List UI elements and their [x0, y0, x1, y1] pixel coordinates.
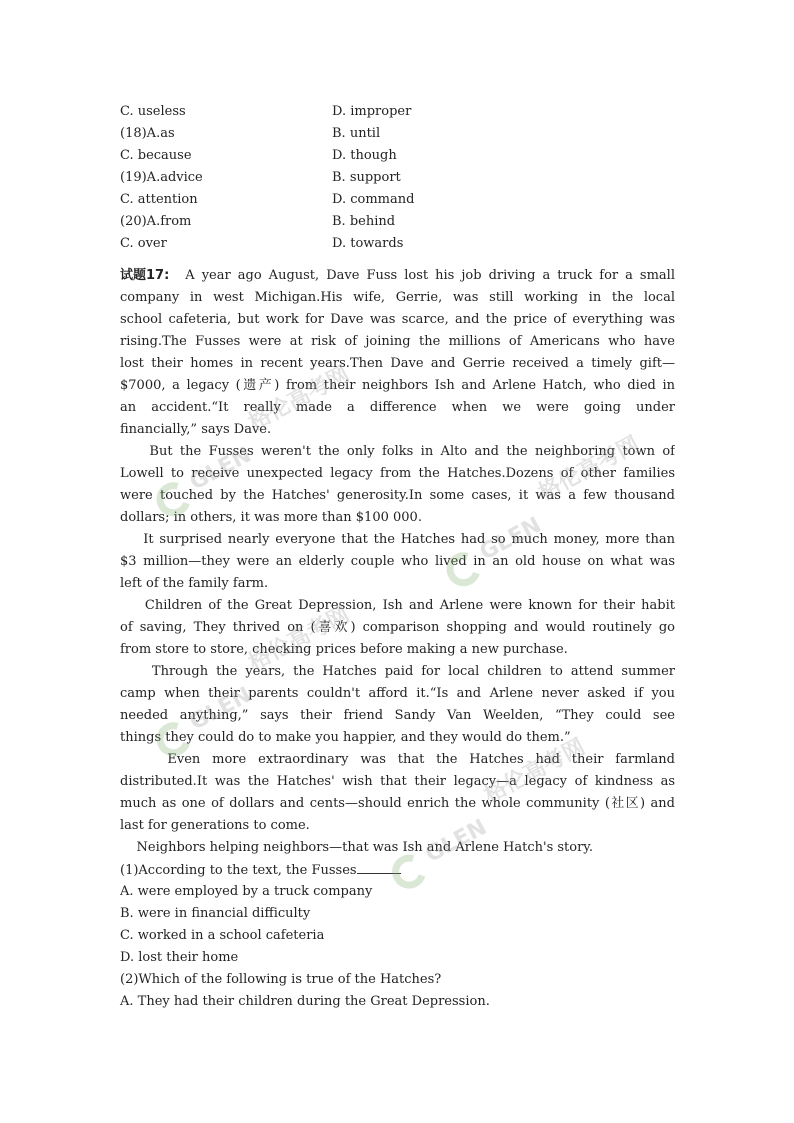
option-a-18: (18)A.as	[120, 126, 175, 141]
watermark-brand: GLEN	[185, 442, 256, 496]
passage-line: Even more extraordinary was that the Hatches had their farmland	[120, 752, 675, 767]
option-b-18: B. until	[332, 126, 381, 141]
question-1-stem: (1)According to the text, the Fusses	[120, 859, 675, 882]
passage-line-first: 试题17: A year ago August, Dave Fuss lost his job driving a truck for a small	[120, 265, 675, 287]
passage-line: Neighbors helping neighbors—that was Ish and Arlene Hatch's story.	[120, 840, 594, 855]
passage-line: much as one of dollars and cents—should enrich the whole community (社区) and	[120, 796, 675, 811]
passage-line: an accident.“It really made a difference when we were going under	[120, 400, 675, 415]
passage-line: things they could do to make you happier, and they would do them.”	[120, 730, 571, 745]
watermark-cn: 格伦高考网	[244, 362, 354, 436]
passage-line: But the Fusses weren't the only folks in Alto and the neighboring town of	[120, 444, 675, 459]
passage-line: distributed.It was the Hatches' wish that their legacy—a legacy of kindness as	[120, 774, 675, 789]
passage-line: school cafeteria, but work for Dave was scarce, and the price of everything was	[120, 312, 675, 327]
option-c-20: C. over	[120, 236, 167, 251]
option-c-19: C. attention	[120, 192, 198, 207]
option-d-20: D. towards	[332, 236, 404, 251]
passage-line: Through the years, the Hatches paid for local children to attend summer	[120, 664, 675, 679]
passage-line: Lowell to receive unexpected legacy from the Hatches.Dozens of other families	[120, 466, 675, 481]
question-1-option-b: B. were in financial difficulty	[120, 906, 311, 921]
passage-line: needed anything,” says their friend Sandy Van Weelden, “They could see	[120, 708, 675, 723]
passage-line: last for generations to come.	[120, 818, 310, 833]
watermark-cn: 格伦高考网	[244, 602, 354, 676]
passage-line: of saving, They thrived on (喜欢) comparison shopping and would routinely go	[120, 620, 675, 635]
passage-line: left of the family farm.	[120, 576, 269, 591]
passage-line: were touched by the Hatches' generosity.In some cases, it was a few thousand	[120, 488, 675, 503]
watermark-brand: GLEN	[475, 512, 546, 566]
question-2-stem: (2)Which of the following is true of the Hatches?	[120, 972, 442, 987]
watermark-cn: 格伦高考网	[480, 734, 590, 809]
passage-line: $3 million—they were an elderly couple who lived in an old house on what was	[120, 554, 675, 569]
passage-line: dollars; in others, it was more than $100 000.	[120, 510, 422, 525]
option-c-17: C. useless	[120, 104, 186, 119]
passage-line: lost their homes in recent years.Then Dave and Gerrie received a timely gift—	[120, 356, 675, 371]
question-2-option-a: A. They had their children during the Great Depression.	[120, 994, 490, 1009]
watermark-brand: GLEN	[185, 682, 256, 736]
watermark-brand: GLEN	[421, 815, 492, 868]
watermark-cn: 格伦高考网	[534, 432, 644, 506]
question-label: 试题17:	[120, 268, 170, 283]
passage-line: camp when their parents couldn't afford it.“Is and Arlene never asked if you	[120, 686, 675, 701]
option-c-18: C. because	[120, 148, 192, 163]
question-1-option-d: D. lost their home	[120, 950, 239, 965]
option-b-19: B. support	[332, 170, 401, 185]
passage-line: Children of the Great Depression, Ish and Arlene were known for their habit	[120, 598, 675, 613]
passage-line: It surprised nearly everyone that the Hatches had so much money, more than	[120, 532, 675, 547]
option-d-19: D. command	[332, 192, 415, 207]
option-a-19: (19)A.advice	[120, 170, 203, 185]
option-d-17: D. improper	[332, 104, 412, 119]
passage-line: rising.The Fusses were at risk of joining the millions of Americans who have	[120, 334, 675, 349]
question-1-option-c: C. worked in a school cafeteria	[120, 928, 325, 943]
option-a-20: (20)A.from	[120, 214, 192, 229]
option-d-18: D. though	[332, 148, 397, 163]
passage-line: company in west Michigan.His wife, Gerrie, was still working in the local	[120, 290, 675, 305]
answer-blank	[357, 859, 401, 874]
passage-line: from store to store, checking prices before making a new purchase.	[120, 642, 568, 657]
option-b-20: B. behind	[332, 214, 396, 229]
question-1-option-a: A. were employed by a truck company	[120, 884, 373, 899]
passage-line: $7000, a legacy (遗产) from their neighbors Ish and Arlene Hatch, who died in	[120, 378, 675, 393]
passage-line: financially,” says Dave.	[120, 422, 272, 437]
